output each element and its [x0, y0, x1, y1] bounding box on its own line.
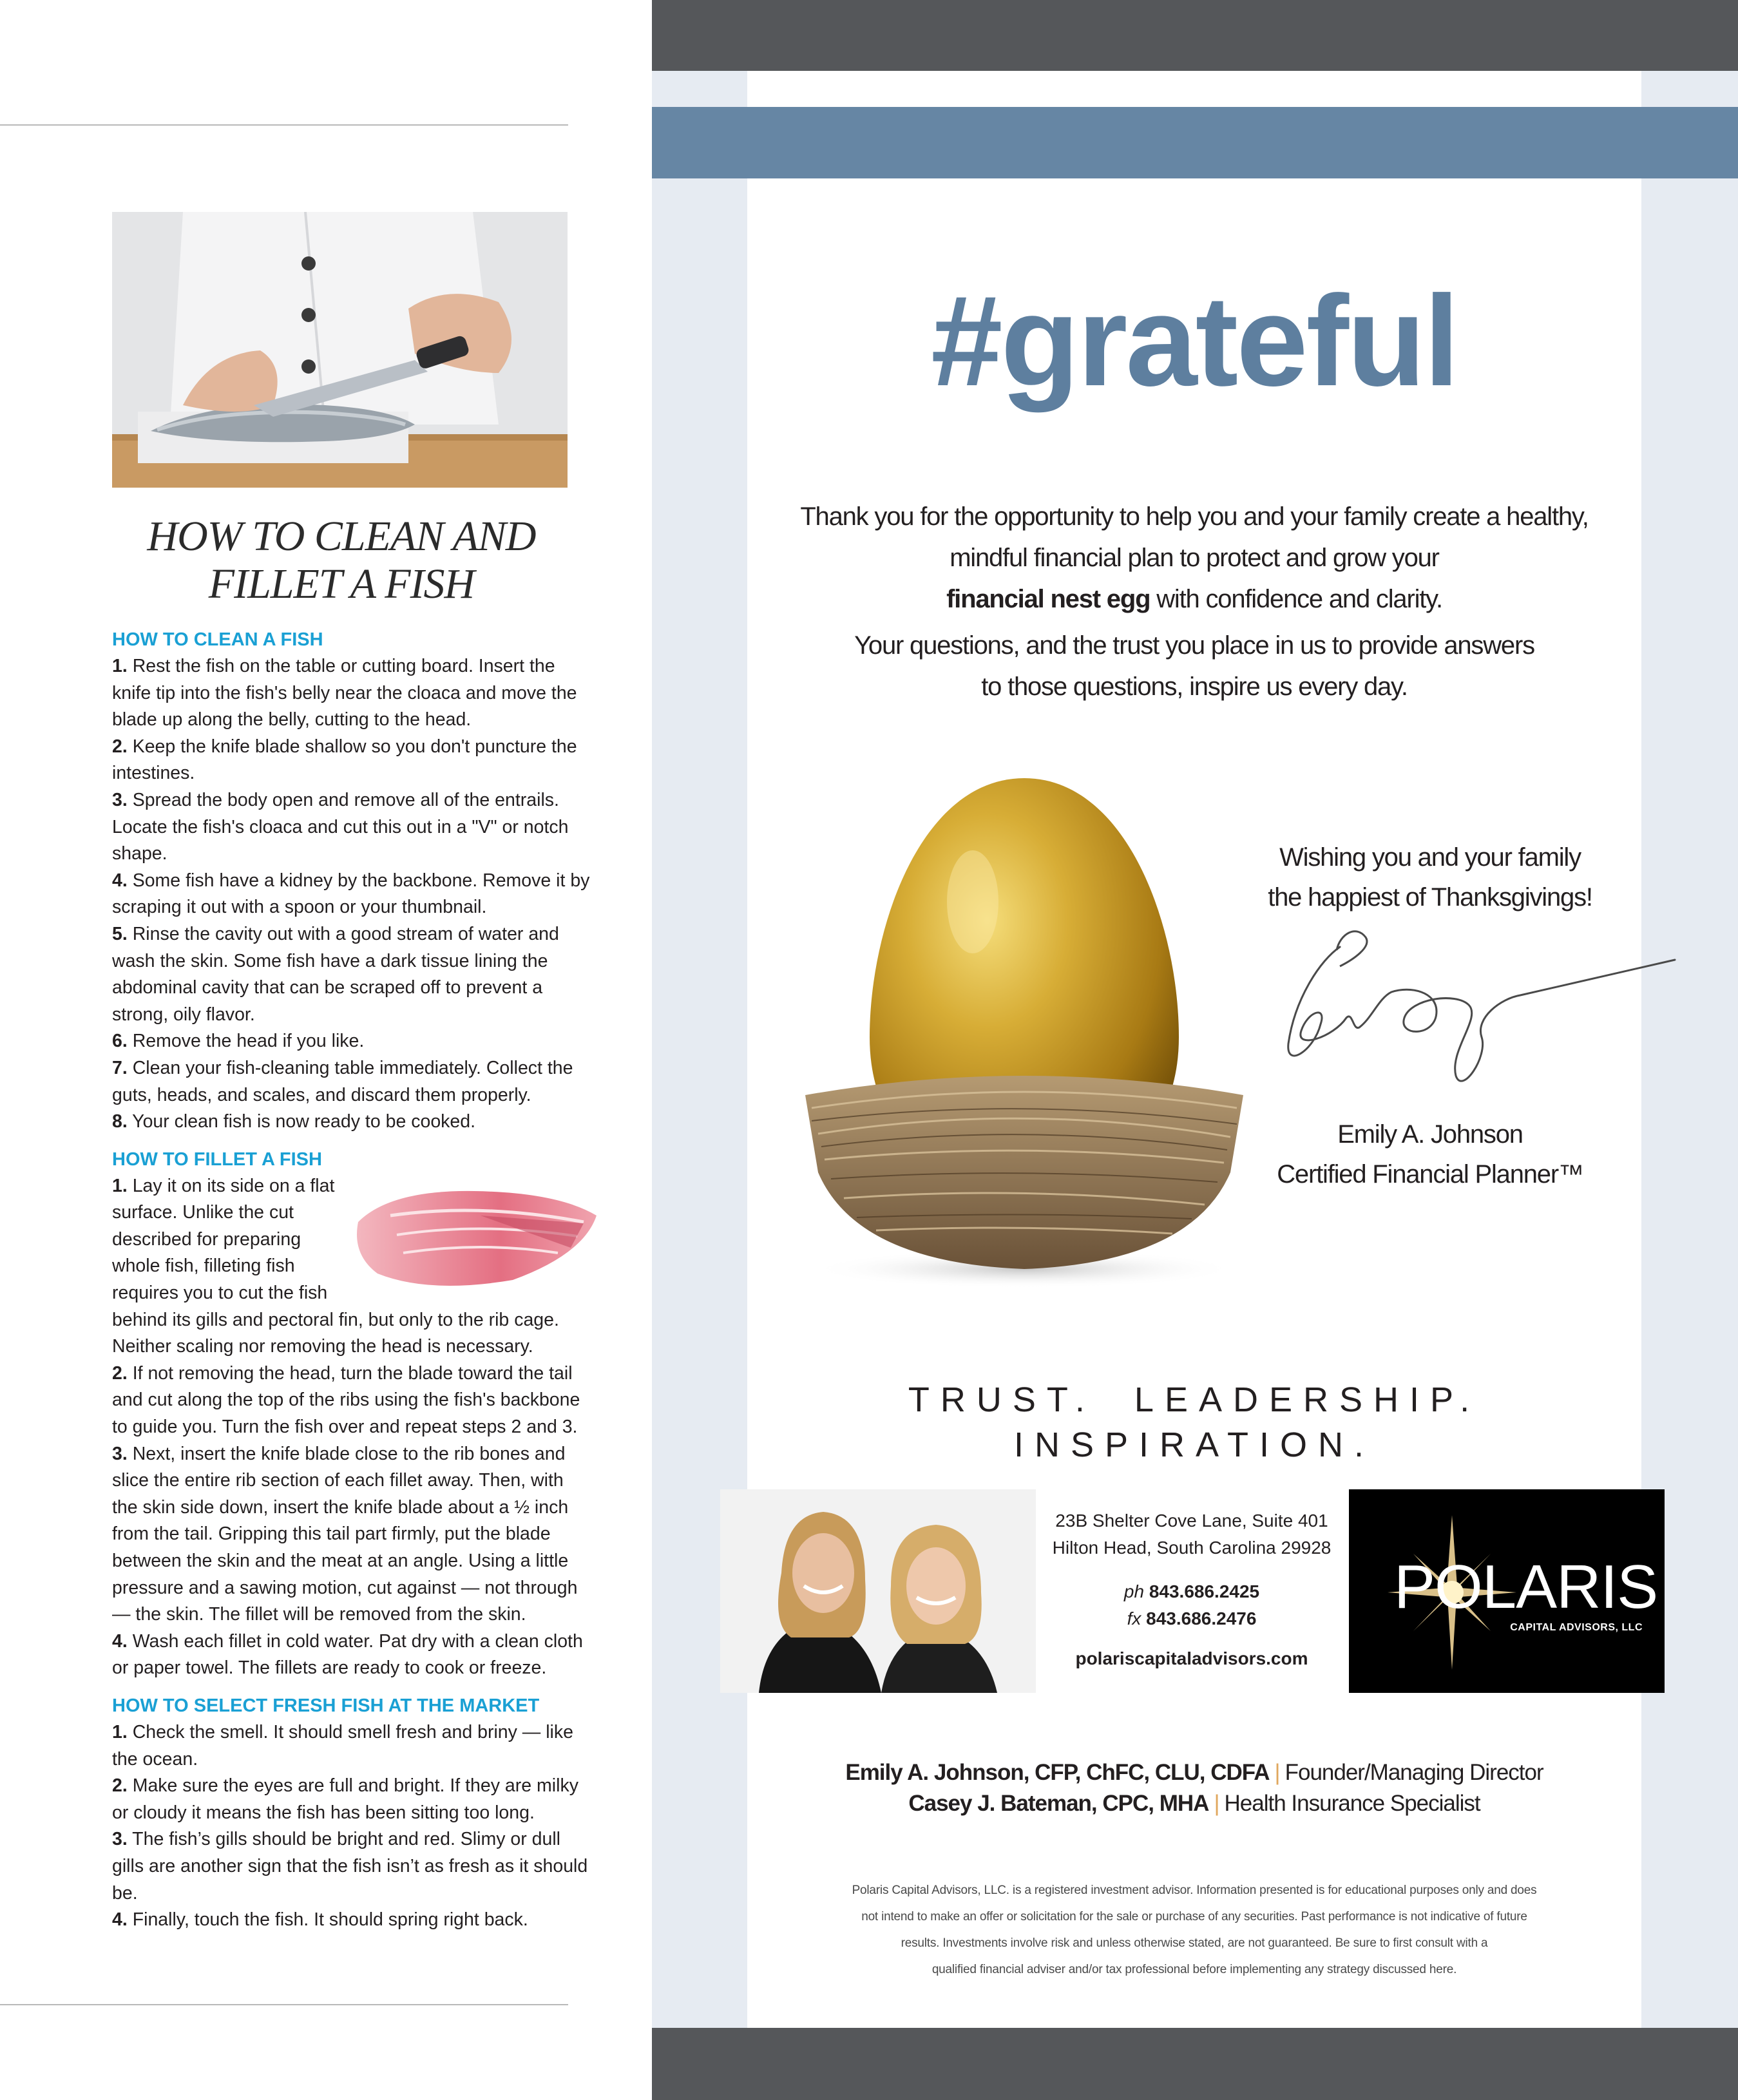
- step-text: Remove the head if you like.: [127, 1031, 365, 1052]
- top-rule: [0, 124, 568, 126]
- nest-egg-emphasis: financial nest egg: [946, 585, 1151, 613]
- disclaimer-line: not intend to make an offer or solicitation for the sale or purchase of any securities. Past performance is not indicative of future: [861, 1910, 1527, 1923]
- ad-blue-band: [652, 107, 1738, 178]
- article-title-line: FILLET A FISH: [208, 560, 475, 607]
- chef-filleting-fish-photo: [112, 212, 568, 488]
- article-title: [77, 513, 606, 608]
- staff-name: Emily A. Johnson, CFP, ChFC, CLU, CDFA: [845, 1760, 1270, 1785]
- step-item: [112, 1360, 591, 1441]
- address-line: Hilton Head, South Carolina 29928: [1052, 1538, 1332, 1558]
- staff-separator: |: [1274, 1760, 1280, 1785]
- disclaimer-line: Polaris Capital Advisors, LLC. is a registered investment advisor. Information presented is for educational purposes only and does: [852, 1884, 1537, 1897]
- step-number: 3.: [112, 789, 128, 810]
- step-number: 2.: [112, 736, 128, 757]
- raw-fillet-photo: [352, 1177, 603, 1297]
- step-number: 4.: [112, 1630, 128, 1652]
- step-item: [112, 868, 591, 921]
- thank-you-message: [747, 496, 1641, 707]
- staff-role: Founder/Managing Director: [1284, 1760, 1543, 1785]
- article-body: [112, 626, 591, 1934]
- staff-name: Casey J. Bateman, CPC, MHA: [908, 1791, 1209, 1816]
- thanks-line: to those questions, inspire us every day.: [981, 673, 1408, 701]
- fax-label: fx: [1127, 1608, 1141, 1628]
- logo-wordmark: POLARIS: [1394, 1552, 1658, 1621]
- disclaimer-line: qualified financial adviser and/or tax professional before implementing any strategy discussed here.: [931, 1963, 1457, 1976]
- phone-label: ph: [1123, 1581, 1145, 1601]
- golden-egg-nest-image: [792, 760, 1256, 1288]
- step-number: 4.: [112, 870, 128, 891]
- ad-bottom-bar: [652, 2028, 1738, 2100]
- step-item: [112, 734, 591, 787]
- staff-role: Health Insurance Specialist: [1224, 1791, 1480, 1816]
- thanksgiving-wish: [1237, 837, 1623, 917]
- step-text: Check the smell. It should smell fresh and briny — like the ocean.: [112, 1721, 573, 1770]
- step-number: 2.: [112, 1362, 128, 1384]
- step-text: Lay it on its side on a flat surface. Unlike the cut described for preparing whole fish, filleting fish requires you to cut the fish behind its gills and pectoral fin, but only to the rib cage. Neither scaling nor removing the head is necessary.: [112, 1175, 559, 1357]
- logo-subtitle: CAPITAL ADVISORS, LLC: [1510, 1622, 1643, 1633]
- staff-row: [747, 1757, 1641, 1788]
- ad-top-bar: [652, 0, 1738, 71]
- website-link[interactable]: polariscapitaladvisors.com: [1075, 1648, 1308, 1668]
- staff-list: [747, 1757, 1641, 1819]
- section-heading-clean: HOW TO CLEAN A FISH: [112, 629, 323, 650]
- step-text: Rest the fish on the table or cutting board. Insert the knife tip into the fish's belly near the cloaca and move the blade up along the belly, cutting to the head.: [112, 656, 577, 730]
- signer-name: Emily A. Johnson: [1337, 1120, 1523, 1149]
- step-item: [112, 1055, 591, 1109]
- step-text: Your clean fish is now ready to be cooked.: [127, 1111, 476, 1132]
- ad-headline: #grateful: [931, 269, 1458, 413]
- legal-disclaimer: [818, 1877, 1571, 1983]
- bottom-rule: [0, 2004, 568, 2005]
- step-number: 3.: [112, 1443, 128, 1464]
- disclaimer-line: results. Investments involve risk and unless otherwise stated, are not guaranteed. Be sure to first consult with a: [901, 1936, 1488, 1950]
- thanks-line-rest: with confidence and clarity.: [1150, 585, 1442, 613]
- step-text: Make sure the eyes are full and bright. If they are milky or cloudy it means the fish has been sitting too long.: [112, 1775, 578, 1823]
- step-text: Wash each fillet in cold water. Pat dry with a clean cloth or paper towel. The fillets are ready to cook or freeze.: [112, 1630, 583, 1679]
- section-heading-fillet: HOW TO FILLET A FISH: [112, 1149, 322, 1170]
- step-item: [112, 1826, 591, 1907]
- wish-line: Wishing you and your family: [1279, 843, 1581, 872]
- step-item: [112, 1028, 591, 1055]
- step-number: 1.: [112, 656, 128, 676]
- step-number: 5.: [112, 923, 128, 944]
- contact-info: [1031, 1507, 1353, 1672]
- step-item: [112, 1628, 591, 1682]
- step-number: 4.: [112, 1909, 128, 1931]
- step-item: [112, 787, 591, 868]
- step-item: [112, 1907, 591, 1934]
- step-text: Spread the body open and remove all of the entrails. Locate the fish's cloaca and cut this out in a "V" or notch shape.: [112, 789, 569, 864]
- step-text: Clean your fish-cleaning table immediately. Collect the guts, heads, and scales, and discard them properly.: [112, 1057, 573, 1105]
- thanks-line: Your questions, and the trust you place in us to provide answers: [854, 631, 1534, 660]
- address-line: 23B Shelter Cove Lane, Suite 401: [1055, 1511, 1328, 1531]
- staff-row: [747, 1788, 1641, 1819]
- step-number: 3.: [112, 1829, 128, 1850]
- team-photo: [720, 1489, 1036, 1693]
- step-number: 7.: [112, 1057, 128, 1078]
- thanks-line: Thank you for the opportunity to help you and your family create a healthy,: [800, 502, 1589, 531]
- step-item: [112, 1109, 591, 1136]
- article-title-line: HOW TO CLEAN AND: [147, 513, 536, 560]
- tagline: TRUST. LEADERSHIP. INSPIRATION.: [908, 1380, 1481, 1464]
- step-item: [112, 653, 591, 734]
- step-item: [112, 1441, 591, 1628]
- step-number: 1.: [112, 1721, 128, 1742]
- signer-title: Certified Financial Planner™: [1277, 1160, 1583, 1188]
- staff-separator: |: [1214, 1791, 1219, 1816]
- step-text: If not removing the head, turn the blade toward the tail and cut along the top of the ribs using the fish's backbone to guide you. Turn the fish over and repeat steps 2 and 3.: [112, 1362, 580, 1438]
- step-number: 8.: [112, 1111, 128, 1132]
- step-text: The fish’s gills should be bright and red. Slimy or dull gills are another sign that the fish isn’t as fresh as it should be.: [112, 1829, 588, 1904]
- step-item: [112, 921, 591, 1028]
- phone-block: [1031, 1578, 1353, 1632]
- handwritten-signature: [1243, 921, 1681, 1095]
- polaris-logo: [1349, 1489, 1665, 1693]
- thanks-line: [747, 578, 1641, 620]
- step-text: Rinse the cavity out with a good stream of water and wash the skin. Some fish have a dark tissue lining the abdominal cavity that can be scraped off to prevent a strong, oily flavor.: [112, 923, 559, 1025]
- step-text: Keep the knife blade shallow so you don't puncture the intestines.: [112, 736, 577, 784]
- step-number: 2.: [112, 1775, 128, 1797]
- wish-line: the happiest of Thanksgivings!: [1268, 883, 1592, 912]
- thanks-line: mindful financial plan to protect and grow your: [950, 544, 1439, 572]
- signer-block: [1237, 1114, 1623, 1194]
- step-number: 6.: [112, 1031, 128, 1052]
- fax-number: 843.686.2476: [1146, 1608, 1257, 1628]
- step-text: Finally, touch the fish. It should spring right back.: [127, 1909, 528, 1931]
- section-heading-select: HOW TO SELECT FRESH FISH AT THE MARKET: [112, 1695, 540, 1716]
- step-text: Some fish have a kidney by the backbone. Remove it by scraping it out with a spoon or your thumbnail.: [112, 870, 590, 918]
- step-text: Next, insert the knife blade close to the rib bones and slice the entire rib section of each fillet away. Then, with the skin side down, insert the knife blade about a ½ inch from the tail. Gripping this tail part firmly, put the blade between the skin and the meat at an angle. Using a little pressure and a sawing motion, cut against — not through — the skin. The fillet will be removed from the skin.: [112, 1443, 578, 1625]
- phone-number: 843.686.2425: [1149, 1581, 1260, 1601]
- step-number: 1.: [112, 1175, 128, 1196]
- step-item: [112, 1719, 591, 1773]
- step-item: [112, 1773, 591, 1826]
